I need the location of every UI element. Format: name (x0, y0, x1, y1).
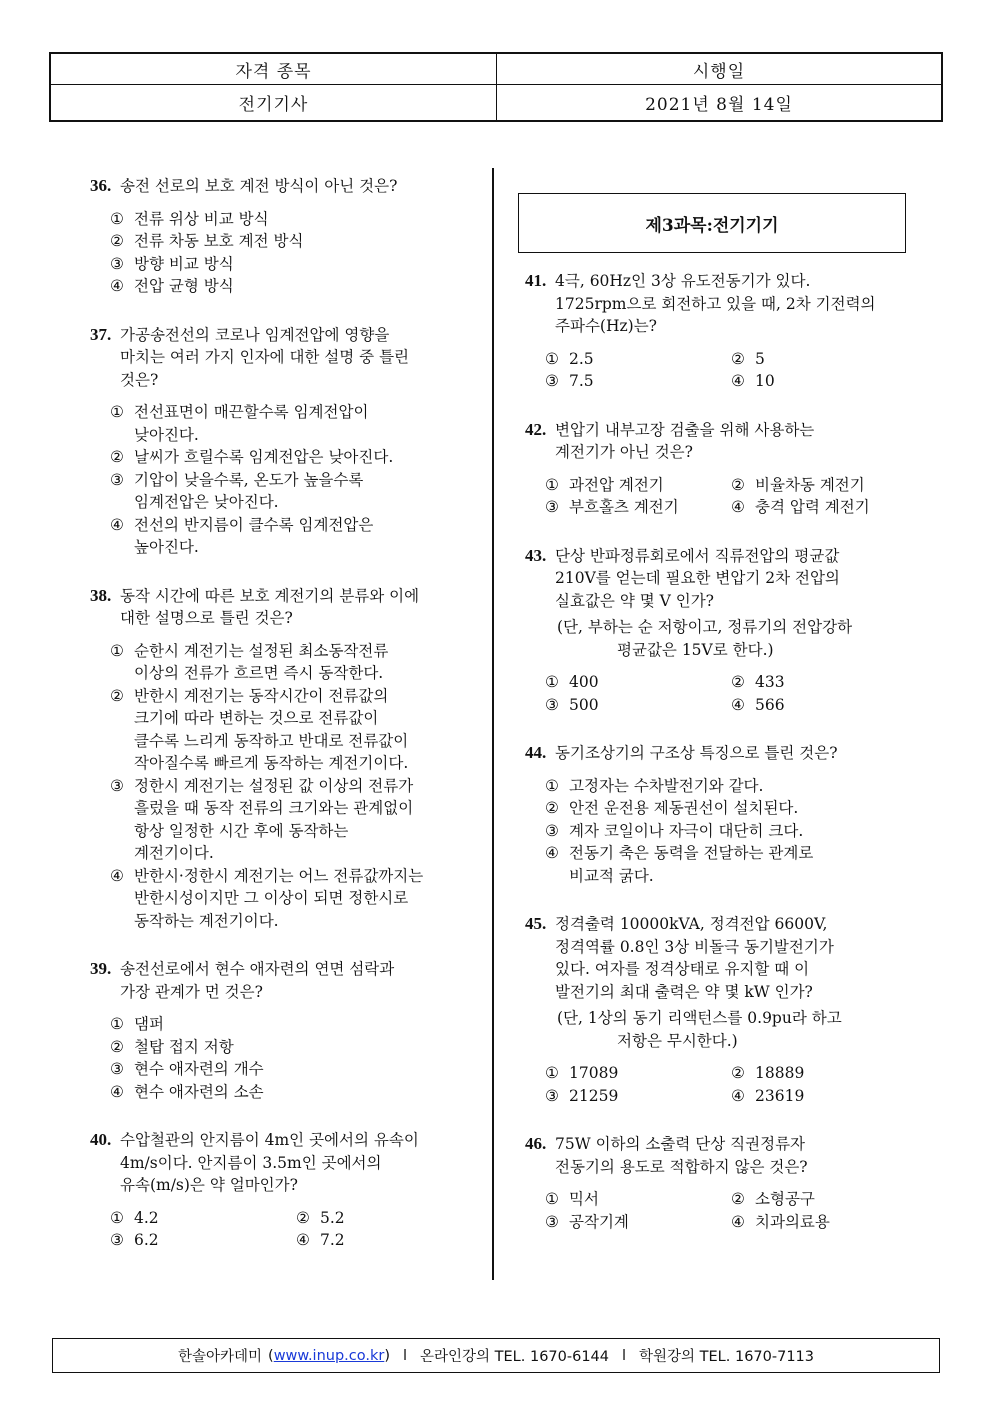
option-marker: ④ (731, 372, 745, 390)
question-number: 40. (90, 1130, 112, 1149)
answer-option (110, 1036, 480, 1059)
option-text (134, 685, 480, 775)
answer-options (525, 775, 925, 888)
answer-option (110, 1013, 480, 1036)
answer-option (110, 275, 480, 298)
answer-options (525, 1188, 925, 1233)
option-marker: ③ (110, 254, 124, 273)
option-text: 400 (569, 673, 599, 691)
option-text-line: 항상 일정한 시간 후에 동작하는 (134, 821, 349, 840)
option-text (134, 446, 480, 469)
option-text (134, 275, 480, 298)
question-text-line: 발전기의 최대 출력은 약 몇 kW 인가? (555, 982, 813, 1001)
option-text: 6.2 (134, 1231, 159, 1249)
question-block (90, 324, 480, 559)
header-subject-value: 전기기사 (51, 85, 497, 120)
option-marker: ① (110, 209, 124, 228)
option-text: 566 (755, 695, 785, 714)
question-text (120, 175, 480, 198)
right-question-column (525, 270, 925, 1259)
option-text: 공작기계 (569, 1212, 629, 1231)
header-date-label: 시행일 (497, 54, 941, 85)
question-block (90, 1129, 480, 1252)
question-stem (90, 1129, 480, 1197)
option-marker: ③ (545, 498, 559, 516)
answer-option (545, 348, 731, 371)
answer-options (90, 1207, 480, 1252)
question-block (525, 270, 925, 393)
option-marker: ① (110, 1208, 124, 1227)
option-text: 과전압 계전기 (569, 475, 664, 494)
question-text-line: 수압철관의 안지름이 4m인 곳에서의 유속이 (120, 1131, 419, 1149)
option-text: 7.2 (320, 1231, 345, 1249)
option-text-line: 날씨가 흐릴수록 임계전압은 낮아진다. (134, 448, 394, 466)
option-marker: ③ (545, 372, 559, 390)
option-text (569, 842, 925, 887)
question-number: 45. (525, 914, 547, 933)
question-number: 44. (525, 743, 547, 762)
question-text (120, 585, 480, 630)
question-text-line: 전동기의 용도로 적합하지 않은 것은? (555, 1157, 808, 1176)
option-marker: ④ (296, 1231, 310, 1249)
question-text-line: 계전기가 아닌 것은? (555, 443, 693, 461)
question-text (120, 1129, 480, 1197)
answer-option (110, 640, 480, 685)
option-text-line: 전류 차동 보호 계전 방식 (134, 232, 304, 250)
question-text-line: 주파수(Hz)는? (555, 317, 657, 335)
question-text (555, 913, 925, 1003)
option-text-line: 비교적 굵다. (569, 866, 654, 885)
option-text-line: 계자 코일이나 자극이 대단히 크다. (569, 821, 804, 840)
footer-academy-name: 한솔아카데미 (177, 1349, 263, 1365)
answer-options (90, 1013, 480, 1103)
answer-options (90, 208, 480, 298)
option-text-line: 반한시 계전기는 동작시간이 전류값의 (134, 686, 389, 705)
option-marker: ① (545, 349, 559, 368)
question-stem (525, 1133, 925, 1178)
option-text-line: 현수 애자련의 소손 (134, 1082, 264, 1101)
question-note-line: (단, 1상의 동기 리액턴스를 0.9pu라 하고 (557, 1009, 842, 1027)
option-marker: ④ (110, 515, 124, 534)
option-text-line: 계전기이다. (134, 844, 214, 862)
question-text-line: 송전선로에서 현수 애자련의 연면 섬락과 (120, 960, 395, 978)
option-marker: ② (731, 1190, 745, 1208)
answer-option (731, 694, 917, 717)
option-text: 500 (569, 695, 599, 714)
answer-option (545, 1188, 731, 1211)
answer-options (90, 401, 480, 559)
answer-option (110, 1058, 480, 1081)
option-text (134, 514, 480, 559)
option-text: 21259 (569, 1086, 619, 1105)
option-marker: ④ (110, 277, 124, 295)
answer-option (731, 370, 917, 393)
question-note-line: 저항은 무시한다.) (617, 1031, 738, 1050)
option-text-line: 전압 균형 방식 (134, 277, 234, 295)
question-number: 43. (525, 545, 547, 565)
option-text: 433 (755, 673, 785, 691)
question-number: 38. (90, 585, 112, 605)
footer-offline-phone: 학원강의 TEL. 1670-7113 (639, 1349, 815, 1365)
option-marker: ② (296, 1208, 310, 1227)
footer-online-phone: 온라인강의 TEL. 1670-6144 (420, 1349, 610, 1365)
question-number: 39. (90, 959, 112, 978)
option-marker: ① (110, 403, 124, 421)
option-text: 23619 (755, 1086, 805, 1105)
option-text-line: 철탑 접지 저항 (134, 1037, 234, 1056)
option-text-line: 흘렀을 때 동작 전류의 크기와는 관계없이 (134, 799, 414, 817)
question-stem (525, 419, 925, 464)
answer-option (545, 1211, 731, 1234)
option-marker: ② (110, 232, 124, 250)
answer-option (545, 775, 925, 798)
question-text-line: 실효값은 약 몇 V 인가? (555, 591, 714, 610)
question-block (90, 585, 480, 933)
option-text-line: 정한시 계전기는 설정된 값 이상의 전류가 (134, 776, 414, 795)
option-text-line: 순한시 계전기는 설정된 최소동작전류 (134, 641, 389, 660)
option-text: 10 (755, 372, 775, 390)
question-text-line: 정격출력 10000kVA, 정격전압 6600V, (555, 915, 828, 933)
answer-option (110, 446, 480, 469)
question-stem (90, 585, 480, 630)
question-block (525, 1133, 925, 1233)
question-note (525, 616, 925, 661)
answer-option (110, 401, 480, 446)
question-text-line: 것은? (120, 370, 159, 389)
answer-option (545, 671, 731, 694)
option-marker: ④ (110, 1082, 124, 1101)
question-text-line: 정격역률 0.8인 3상 비돌극 동기발전기가 (555, 937, 834, 956)
question-text-line: 동기조상기의 구조상 특징으로 틀린 것은? (555, 744, 838, 762)
question-number: 36. (90, 176, 112, 195)
option-marker: ② (731, 349, 745, 368)
question-note (525, 1007, 925, 1052)
question-text-line: 210V를 얻는데 필요한 변압기 2차 전압의 (555, 569, 840, 587)
option-marker: ③ (545, 821, 559, 840)
option-text (134, 640, 480, 685)
option-text-line: 반한시·정한시 계전기는 어느 전류값까지는 (134, 866, 424, 885)
option-text: 4.2 (134, 1208, 159, 1227)
option-text-line: 전동기 축은 동력을 전달하는 관계로 (569, 844, 814, 862)
question-number: 42. (525, 419, 547, 439)
answer-option (545, 842, 925, 887)
question-block (525, 545, 925, 717)
option-text-line: 클수록 느리게 동작하고 반대로 전류값이 (134, 731, 409, 750)
answer-option (110, 1081, 480, 1104)
option-text-line: 이상의 전류가 흐르면 즉시 동작한다. (134, 664, 384, 682)
column-divider (492, 168, 494, 1280)
option-marker: ④ (731, 498, 745, 516)
option-text (134, 208, 480, 231)
section-title: 제3과목:전기기기 (645, 215, 779, 236)
footer-open-paren: ( (268, 1347, 274, 1364)
question-block (525, 742, 925, 887)
option-text-line: 임계전압은 낮아진다. (134, 493, 279, 511)
option-text: 비율차동 계전기 (755, 475, 865, 494)
answer-option (110, 253, 480, 276)
question-text-line: 단상 반파정류회로에서 직류전압의 평균값 (555, 546, 840, 565)
question-text-line: 유속(m/s)은 약 얼마인가? (120, 1176, 298, 1194)
option-marker: ② (110, 686, 124, 705)
option-text-line: 낮아진다. (134, 425, 199, 444)
question-text (555, 270, 925, 338)
option-text (134, 865, 480, 933)
question-text-line: 변압기 내부고장 검출을 위해 사용하는 (555, 420, 815, 439)
option-marker: ④ (731, 1212, 745, 1231)
question-text-line: 대한 설명으로 틀린 것은? (120, 609, 293, 627)
question-text (120, 958, 480, 1003)
left-question-column (90, 175, 480, 1278)
question-block (525, 419, 925, 519)
answer-options (525, 474, 925, 519)
question-text-line: 1725rpm으로 회전하고 있을 때, 2차 기전력의 (555, 294, 876, 313)
answer-option (110, 865, 480, 933)
option-marker: ③ (545, 1086, 559, 1105)
option-text: 2.5 (569, 349, 594, 368)
option-marker: ③ (110, 1231, 124, 1249)
option-text (134, 1081, 480, 1104)
option-text: 18889 (755, 1064, 805, 1082)
option-text: 5 (755, 349, 765, 368)
answer-option (110, 685, 480, 775)
question-number: 37. (90, 324, 112, 344)
footer-website-link[interactable]: www.inup.co.kr (273, 1347, 385, 1364)
option-text (134, 1058, 480, 1081)
question-note-line: (단, 부하는 순 저항이고, 정류기의 전압강하 (557, 618, 853, 636)
question-number: 46. (525, 1134, 547, 1153)
answer-option (545, 694, 731, 717)
option-text-line: 높아진다. (134, 538, 199, 556)
question-block (525, 913, 925, 1107)
option-text: 17089 (569, 1064, 619, 1082)
option-text-line: 댐퍼 (134, 1015, 164, 1033)
question-text-line: 마치는 여러 가지 인자에 대한 설명 중 틀린 (120, 348, 410, 366)
answer-option (110, 230, 480, 253)
answer-options (90, 640, 480, 933)
answer-option (545, 1062, 731, 1085)
option-marker: ④ (110, 866, 124, 885)
answer-option (110, 1229, 296, 1252)
answer-option (110, 775, 480, 865)
question-text-line: 4극, 60Hz인 3상 유도전동기가 있다. (555, 272, 811, 290)
option-marker: ① (545, 1190, 559, 1208)
exam-header-table (49, 52, 943, 122)
question-text-line: 가장 관계가 먼 것은? (120, 982, 263, 1001)
answer-options (525, 348, 925, 393)
option-text: 부흐홀츠 계전기 (569, 498, 679, 516)
option-text (134, 1013, 480, 1036)
option-text (134, 230, 480, 253)
option-text (134, 469, 480, 514)
answer-option (296, 1229, 482, 1252)
question-text (555, 1133, 925, 1178)
option-marker: ② (110, 1037, 124, 1056)
option-marker: ④ (731, 695, 745, 714)
question-text-line: 가공송전선의 코로나 임계전압에 영향을 (120, 325, 390, 344)
option-text-line: 크기에 따라 변하는 것으로 전류값이 (134, 709, 379, 727)
option-marker: ④ (731, 1086, 745, 1105)
option-marker: ① (110, 1015, 124, 1033)
option-marker: ② (731, 673, 745, 691)
answer-option (545, 370, 731, 393)
option-marker: ③ (110, 776, 124, 795)
option-text-line: 동작하는 계전기이다. (134, 911, 279, 930)
option-text-line: 전류 위상 비교 방식 (134, 209, 269, 228)
footer-separator: l (403, 1347, 408, 1364)
option-text (134, 775, 480, 865)
question-text-line: 동작 시간에 따른 보호 계전기의 분류와 이에 (120, 586, 420, 605)
question-text-line: 4m/s이다. 안지름이 3.5m인 곳에서의 (120, 1153, 382, 1172)
option-text-line: 현수 애자련의 개수 (134, 1060, 264, 1078)
option-text (134, 253, 480, 276)
footer-close-paren: ) (384, 1347, 391, 1364)
question-stem (525, 742, 925, 765)
option-text: 치과의료용 (755, 1212, 830, 1231)
question-text-line: 75W 이하의 소출력 단상 직권정류자 (555, 1135, 806, 1153)
option-text-line: 반한시성이지만 그 이상이 되면 정한시로 (134, 889, 409, 907)
option-marker: ③ (545, 695, 559, 714)
header-subject-label: 자격 종목 (51, 54, 497, 85)
option-text (134, 401, 480, 446)
answer-option (545, 797, 925, 820)
footer-separator: l (622, 1347, 627, 1364)
option-marker: ③ (110, 470, 124, 489)
option-text-line: 작아질수록 빠르게 동작하는 계전기이다. (134, 754, 409, 772)
option-text-line: 기압이 낮을수록, 온도가 높을수록 (134, 470, 364, 489)
page-footer (52, 1338, 940, 1373)
answer-option (731, 671, 917, 694)
section-title-box (518, 193, 906, 253)
option-text: 충격 압력 계전기 (755, 498, 870, 516)
option-text: 5.2 (320, 1208, 345, 1227)
question-number: 41. (525, 271, 547, 290)
option-text (569, 820, 925, 843)
option-text-line: 전선의 반지름이 클수록 임계전압은 (134, 515, 374, 534)
question-stem (525, 270, 925, 338)
option-text-line: 전선표면이 매끈할수록 임계전압이 (134, 403, 369, 421)
question-stem (90, 324, 480, 392)
question-stem (525, 913, 925, 1003)
answer-option (110, 469, 480, 514)
question-block (90, 958, 480, 1103)
option-text (569, 797, 925, 820)
option-text: 7.5 (569, 372, 594, 390)
option-text: 소형공구 (755, 1190, 815, 1208)
option-text (134, 1036, 480, 1059)
answer-option (296, 1207, 482, 1230)
answer-option (731, 1062, 917, 1085)
option-marker: ① (545, 1064, 559, 1082)
option-text-line: 고정자는 수차발전기와 같다. (569, 776, 764, 795)
answer-options (525, 671, 925, 716)
question-text-line: 송전 선로의 보호 계전 방식이 아닌 것은? (120, 177, 398, 195)
option-marker: ② (545, 799, 559, 817)
answer-option (110, 514, 480, 559)
option-marker: ③ (110, 1060, 124, 1078)
option-marker: ③ (545, 1212, 559, 1231)
answer-option (731, 496, 917, 519)
option-marker: ② (110, 448, 124, 466)
option-marker: ① (545, 776, 559, 795)
question-block (90, 175, 480, 298)
option-marker: ① (545, 673, 559, 691)
question-stem (90, 175, 480, 198)
option-text-line: 방향 비교 방식 (134, 254, 234, 273)
question-text (555, 742, 925, 765)
option-text (569, 775, 925, 798)
option-marker: ② (731, 1064, 745, 1082)
answer-option (110, 208, 480, 231)
answer-option (545, 820, 925, 843)
answer-options (525, 1062, 925, 1107)
answer-option (545, 1085, 731, 1108)
option-text-line: 안전 운전용 제동권선이 설치된다. (569, 799, 799, 817)
question-text (555, 419, 925, 464)
question-stem (90, 958, 480, 1003)
option-text: 믹서 (569, 1190, 599, 1208)
question-text-line: 있다. 여자를 정격상태로 유지할 때 이 (555, 960, 810, 978)
answer-option (731, 474, 917, 497)
answer-option (731, 348, 917, 371)
answer-option (545, 496, 731, 519)
option-marker: ② (731, 475, 745, 494)
option-marker: ① (110, 641, 124, 660)
question-stem (525, 545, 925, 613)
answer-option (545, 474, 731, 497)
header-date-value: 2021년 8월 14일 (645, 95, 793, 115)
answer-option (731, 1085, 917, 1108)
option-marker: ① (545, 475, 559, 494)
question-text (120, 324, 480, 392)
question-text (555, 545, 925, 613)
answer-option (110, 1207, 296, 1230)
question-note-line: 평균값은 15V로 한다.) (617, 640, 774, 659)
answer-option (731, 1188, 917, 1211)
answer-option (731, 1211, 917, 1234)
option-marker: ④ (545, 844, 559, 862)
